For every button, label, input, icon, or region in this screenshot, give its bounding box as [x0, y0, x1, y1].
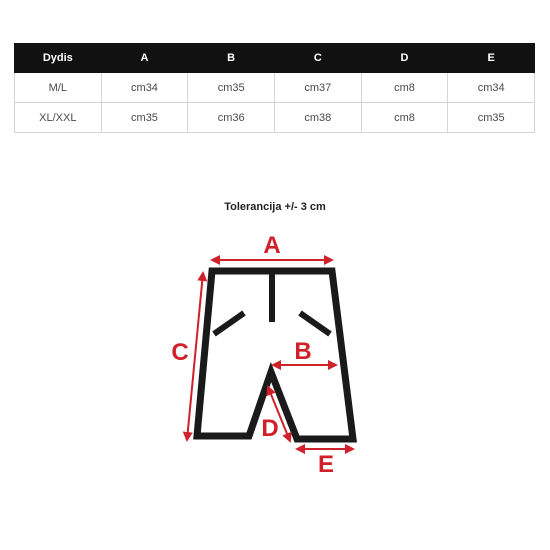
table-cell: cm35 — [101, 103, 188, 133]
tolerance-note: Tolerancija +/- 3 cm — [224, 201, 326, 213]
table-cell: cm37 — [274, 73, 361, 103]
table-cell: cm8 — [361, 103, 448, 133]
measure-label-b: B — [294, 338, 312, 365]
table-cell: XL/XXL — [15, 103, 102, 133]
measure-label-e: E — [317, 451, 335, 478]
header-cell-a: A — [101, 44, 188, 73]
table-cell: cm35 — [448, 103, 535, 133]
measure-label-a: A — [263, 232, 281, 259]
right-pocket-seam — [300, 313, 330, 334]
measure-label-d: D — [261, 415, 279, 442]
shorts-outline — [197, 271, 353, 439]
header-cell-size: Dydis — [15, 44, 102, 73]
table-cell: cm35 — [188, 73, 275, 103]
table-cell: cm38 — [274, 103, 361, 133]
table-cell: M/L — [15, 73, 102, 103]
header-cell-b: B — [188, 44, 275, 73]
header-cell-e: E — [448, 44, 535, 73]
table-cell: cm8 — [361, 73, 448, 103]
header-cell-d: D — [361, 44, 448, 73]
table-cell: cm36 — [188, 103, 275, 133]
left-pocket-seam — [214, 313, 244, 334]
measure-label-c: C — [171, 339, 189, 366]
table-cell: cm34 — [101, 73, 188, 103]
header-cell-c: C — [274, 44, 361, 73]
table-cell: cm34 — [448, 73, 535, 103]
